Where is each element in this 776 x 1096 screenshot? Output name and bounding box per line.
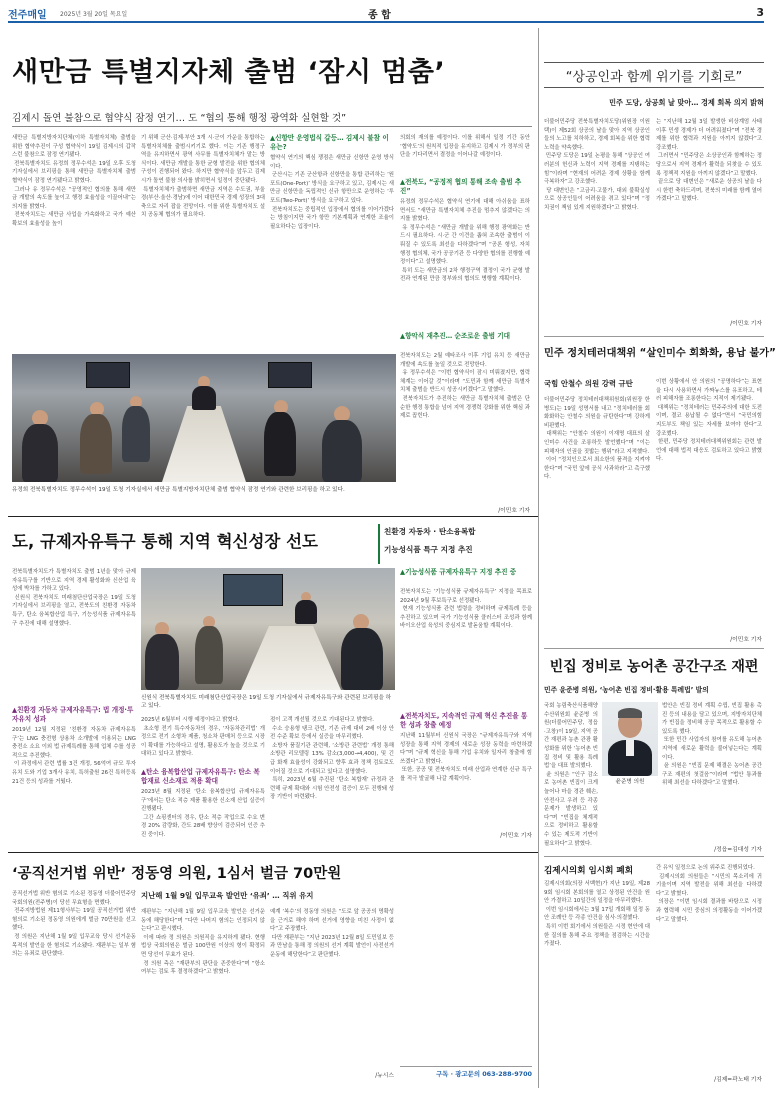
housing-portrait [602,702,658,776]
defense-deck: 국힘 안철수 의원 강력 규탄 [544,379,633,388]
commerce-deck: 민주 도당, 상공회 날 맞아… 경제 회복 의지 밝혀 [609,98,764,107]
housing-col1: 국회 농림축산식품해양수산위원회 윤준병 의원(더불어민주당, 정읍·고창)이 19일, 지역 공간 재편과 농촌 관광 활성화를 위한 ‘농어촌 빈집 정비 및 활용 특례법’을 대표 발의했다. 윤 의원은 “인구 감소로 농어촌 빈집이 크게 늘어나 마을 경관 훼손, 안전사고 우려 등 각종 문제가 발생하고 있다”며 “빈집을 체계적으로 정비하고 활용할 수 있는 제도적 기반이 필요하다”고 밝혔다. [544,703,598,847]
defense-col2: 이번 상황에서 안 의원의 “공명하다”는 표현을 다시 사용하면서 가짜뉴스를 유포하고, 테러 피해자를 조롱한다는 지적이 제기됐다. 대책위는 “정치테러는 민주주의에 대한 도전이며, 결코 용납될 수 없다”면서 “국민의힘 지도부도 책임 있는 자세를 보여야 한다”고 강조했다. 한편, 민주당 정치테러대책위원회는 관련 발언에 대해 법적 대응도 검토하고 있다고 밝혔다. [656,379,762,463]
lead-col3-subhead: ▲신항만 운영법식 갈등… 김제시 불참 이유는? [270,134,389,151]
briefing-table [162,406,246,482]
lead-col4-subhead1: ▲전북도, “공정적 협의 통해 조속 출범 추진” [400,178,522,195]
election-byline: /뉴시스 [375,1073,394,1079]
kimje-col2: 간 유익 일정으로 논의 위주로 진행되었다. 김제시의회 의원들은 “시민의 목소리에 귀 기울이며 지역 발전을 위해 최선을 다하겠다”고 밝혔다. 의장은 “이번 임시회 결과를 바탕으로 시정과 협력해 시민 중심의 의정활동을 이어가겠다”고 말했다. [656,865,762,923]
masthead [8,6,764,20]
lead-col4-subhead2: ▲향악식 재추진… 순조로운 출범 기대 [400,332,511,340]
reporter-4 [264,412,296,476]
page-number: 3 [756,6,764,19]
presenter [295,600,317,624]
regulation-bottom-col2: 2025년 6월부터 시행 예정이다고 밝혔다. 초소형 전기 특수자동차의 경우, ‘자동차관리법’ 개정으로 전기 소형차 제품, 청소차 판매처 등으로 시장이 확대를 가능하다고 설명, 활용도가 높을 것으로 기대하고 있다고 밝혔다. [141,717,265,758]
lead-col4-c: 전북자치도는 2월 예타조사 이후 기업 유치 등 새만금 개발에 속도를 높일 것으로 전망한다. 유 정무수석은 “이번 협약식이 잠시 미뤄졌지만, 협력체계는 이어갈 것”이라며 “도민과 함께 새만금 특별자치체 출범을 반드시 성공시키겠다”고 말했다. 전북자치도가 추진하는 새만금 특별자치체 출범은 단순한 행정 통합을 넘어 지역 경쟁력 강화를 위한 핵심 과제로 꼽힌다. [400,353,530,420]
housing-bottom-rule [544,856,764,857]
wall-screen [223,574,283,606]
lead-col2: 기 위해 군산·김제·부안 3개 시·군이 가운을 통합하는 특별자치체를 출범시키기로 했다. 이는 기존 행정구역을 유지하면서 광역 사무를 특별자치체가 맡는 방식이다. 새만금 개발을 통한 균형 발전을 위한 협의체 구성이 진행되어 왔다. 하지만 협약식을 앞두고 김제시가 돌연 불참 의사를 밝히면서 일정이 중단됐다. 특별자치체가 출범하면 새만금 지역은 수도권, 부울경(부산·울산·경남)에 이어 대한민국 경제 성장의 3대 축으로 자리 잡을 전망이다. 이를 위한 특별자치도 설치 공동체 협의가 필요하다. [141,135,265,219]
paper-name: 전주매일 [8,10,47,21]
regulation-bottom-col3: 점이 고객 개선될 것으로 기대된다고 밝혔다. 수소 승용형 탱크 관련, 기존 규제 대비 2배 이상 안전 수준 확보 등에서 실증을 마무리했다. 소방자 품질기관 관련해, ‘소방관 관련법’ 개정 통해 소방관 리모델링 13% 감소(3,000→4,400), 및 긴급 화재 효율성이 강화되고 향후 효과 정책 검토로도 이어질 것으로 기대되고 있다고 설명했다. 특히, 2023년 6월 추진된 ‘탄소 복합재’ 규정과 관련해 규제 확대와 시험 안전성 검증이 모두 진행돼 성장 기반이 마련됐다. [270,717,395,801]
housing-col2: 법안은 빈집 정비 계획 수립, 빈집 활용 촉진 등의 내용을 담고 있으며, 지방자치단체가 빈집을 정비해 공공 목적으로 활용할 수 있도록 했다. 또한 민간 사업자의 참여를 유도해 농어촌 지역에 새로운 활력을 불어넣는다는 계획이다. 윤 의원은 “빈집 문제 해결은 농어촌 공간구조 재편의 첫걸음”이라며 “법안 통과를 위해 최선을 다하겠다”고 말했다. [662,703,763,787]
election-col3: 예계 ‘복수’의 정동영 의원은 “도로 앞 공공의 명확성을 근거로 해야 하며 선거에 영향을 미친 사정이 없다”고 주장했다. 다만 재판부는 “지난 2023년 12월 8일 도민일보 등과 만남을 통해 정 의원의 선거 계획 발언이 사전선거운동에 해당한다”고 판단했다. [270,909,394,958]
housing-byline: /정읍=김대성 기자 [714,847,762,853]
kimje-col1: 김제시의회(의장 서백현)가 지난 19일, 제289회 임시회 본회의를 열고 상정된 안건을 원안 가결하고 10일간의 일정을 마무리했다. 이번 임시회에서는 3월 17일 개회해 일정 동안 조례안 등 각종 안건을 심사·의결했다. 특히 이번 회기에서 의원들은 시정 현안에 대한 질의를 통해 주요 정책을 점검하는 시간을 가졌다. [544,881,651,948]
subscription-box [400,1066,532,1080]
reporter-3 [122,406,150,462]
reporter-2 [80,414,112,474]
commerce-col2: 는 “지난해 12월 3일 발생한 비상계엄 사태 이후 민생 경제가 더 어려워졌다”며 “전북 경제를 위한 협력과 지원을 아끼지 않겠다”고 강조했다. 그러면서 “민주당은 소상공인과 함께하는 정당으로서 지역 경제가 활력을 되찾을 수 있도록 정책적 지원을 아끼지 않겠다”고 말했다. 끝으로 당 대변인은 “새로운 상공의 날을 다시 한번 축하드리며, 전북의 미래를 함께 열어가겠다”고 말했다. [656,119,762,203]
lead-photo-caption: 유정희 전북특별자치도 정무수석이 19일 도청 기자실에서 새만금 특별지방자치단체 출범 협약식 잠정 연기와 관련한 브리핑을 하고 있다. [12,487,345,493]
commerce-bottom-rule [544,336,764,337]
regulation-intro: 전북특별자치도가 특별자치도 출범 1년을 맞아 규제자유특구를 기반으로 지역 경제 활성화와 신산업 육성에 박차를 가하고 있다. 신원식 전북자치도 미래첨단산업국장은 19일 도청 기자실에서 브리핑을 열고, 전북도의 친환경 자동차 특구, 탄소 융복합산업 특구, 기능성식품 규제자유특구 추진에 대해 설명했다. [12,569,136,627]
masthead-rule [8,21,764,23]
commerce-byline: /이민호 기자 [730,321,762,327]
election-headline: ‘공직선거법 위반’ 정동영 의원, 1심서 벌금 70만원 [12,866,342,882]
lead-col4-b: 유정희 정무수석은 협약식 연기에 대해 아쉬움을 표하면서도 “새만금 특별자치체 추진을 멈추지 않겠다는 의지를 밝혔다. 유 정무수석은 “새만금 개발을 위해 행정 광역화는 반드시 필요하다. 시·군 간 이견을 좁혀 조속한 출범이 이뤄질 수 있도록 최선을 다하겠다”며 “공론 형성, 자치 행정 협의체, 국가 공공기관 등 다양한 협의를 진행할 예정이다”고 설명했다. 특히 도는 새만금의 2차 행정구역 결정이 국가 균형 발전과 연계된 만큼 정부와의 협의도 병행할 계획이다. [400,199,530,283]
defense-headline: 민주 정치테러대책위 “살인미수 회화화, 용납 불가” [544,348,776,359]
press-table [241,626,341,690]
journalist-3 [341,628,383,690]
screen-left [86,362,130,388]
commerce-col1: 더불어민주당 전북특별자치도당(위원장 이원택)이 제52회 상공의 날을 맞아 지역 상공인들의 노고를 치하하고, 경제 회복을 위한 협력 노력을 약속했다. 민주당 도당은 19일 논평을 통해 “상공인 여러분의 헌신과 노력이 지역 경제를 지탱하는 힘”이라며 “현재의 어려운 경제 상황을 함께 극복하자”고 강조했다. 당 대변인은 “고금리·고물가, 대외 불확실성으로 상공인들이 어려움을 겪고 있다”며 “정치권이 책임 있게 지원하겠다”고 밝혔다. [544,119,650,211]
regulation-bottom-rule [8,852,538,853]
lead-byline: /이민호 기자 [498,508,530,514]
lead-photo [12,354,396,482]
lead-deck-rule [12,126,532,127]
housing-portrait-caption: 윤준병 의원 [615,779,645,785]
lead-col4-intro: 의회의 재의를 예정이다. 이를 위해서 일정 기간 동안 ‘협약도’의 원칙적 입장을 유지하고 김제시 가 정부의 판단을 기다리면서 결정을 이어나갈 예정이다. [400,135,532,159]
regulation-photo [141,568,395,690]
election-deck: 지난해 1월 9일 입무교육 발언만 ‘유죄’ … 직위 유지 [141,891,314,900]
kimje-byline: /김제=곽노태 기자 [714,1077,762,1083]
regulation-bottom-col1: 2019년 12월 지정된 ‘친환경 자동차 규제자유특구’는 LNG 충전형 상용차 소개발에 이용되는 LNG 충전소 소요 이외 법 규제특례를 통해 업체 수를 성공적으로 추진했다. 이 과정에서 관련 법률 3건 개정, 56억여 규모 투자유치 도와 기업 3개사 유치, 특허출원 26건 특허등록 21건 등의 성과를 거뒀다. [12,727,136,785]
journalist-2 [195,626,223,684]
housing-headline: 빈집 정비로 농어촌 공간구조 재편 [549,659,759,675]
lead-col3: 협약식 연기의 핵심 쟁점은 새만금 신항만 운영 방식이다. 군산시는 기존 군산항과 신항만을 통합 관리하는 ‘원포트(One-Port)’ 방식을 요구하고 있고, 김제시는 새만금 신항만을 독립적인 신규 항만으로 운영하는 ‘투포트(Two-Port)’ 방식을 요구하고 있다. 전북자치도는 중립적인 입장에서 협의를 이어가겠다는 방침이지만 국가 항만 기본계획과 연계한 조율이 필요하다는 입장이다. [270,155,394,230]
reporter-1 [22,424,58,482]
defense-col1: 더불어민주당 정치테러대책위원회(위원장 한병도)는 19일 성명서를 내고 “정치테러를 회화화하는 안철수 의원을 규탄한다”며 강하게 비판했다. 대책위는 “안철수 의원이 이재명 대표의 살인미수 사건을 조롱하듯 발언했다”며 “이는 피해자의 인권을 짓밟는 행위”라고 지적했다. 이어 “정치인으로서 최소한의 품격을 지켜야 한다”며 “국민 앞에 공식 사과하라”고 촉구했다. [544,397,650,481]
regulation-right-sub1: ▲기능성식품 규제자유특구 지정 추진 중 [400,568,517,576]
regulation-bottom2-sub: ▲탄소 융복합산업 규제자유특구: 탄소 복합재료 신소재로 적용 확대 [141,768,260,785]
screen-right [268,362,312,388]
regulation-side-sub1: 친환경 자동차 · 탄소융복합 [384,527,476,536]
reporter-5 [322,420,362,482]
lead-deck: 김제시 돌연 불참으로 협약식 잠정 연기… 도 “협의 통해 행정 광역화 실현할 것” [12,113,347,124]
housing-deck: 민주 윤준병 의원, ‘농어촌 빈집 정비·활용 특례법’ 발의 [544,686,709,694]
lead-col1: 새만금 특별지방자치단체(이하 특별자치체) 출범을 위한 협약추진이 구성 협약식이 19일 김제시의 갑작스런 불참으로 잠정 연기됐다. 전북특별자치도 유정희 정무수석은 19일 오후 도청 기자실에서 브리핑을 통해 새만금 특별자치체 출범 협약식이 잠정 연기됐다고 밝혔다. 그러나 유 정무수석은 “공영적인 협의를 통해 새만금 개발의 속도를 높이고 행정 효율성을 이끌어내”는 의지를 밝혔다. 전북자치도는 새만금 사업을 가속화하고 국가 예산 확보의 효율성을 높이 [12,135,136,227]
regulation-headline: 도, 규제자유특구 통해 지역 혁신성장 선도 [12,532,318,551]
defense-byline: /이민호 기자 [730,637,762,643]
commerce-headline: “상공인과 함께 위기를 기회로” [565,70,743,85]
regulation-byline: /이민호 기자 [500,833,532,839]
regulation-bottom-col2-b: 2023년 8월 지정된 ‘탄소 융복합산업 규제자유특구’에서는 탄소 적층 제품 활용한 신소재 산업 실증이 진행됐다. 그간 쇼핑센터의 경우, 탄소 적층 작업으로 수요 변경 20% 감량화, 간도 28배 향상이 검증되어 인증 추진 중이다. [141,789,266,838]
housing-col1-b [602,792,658,852]
main-column-divider [538,28,539,1088]
regulation-photo-caption: 신원식 전북특별자치도 미래첨단산업국장은 19일 도청 기자실에서 규제자유특구와 관련된 브리핑을 하고 있다. [141,695,392,710]
regulation-right-sub2: ▲전북자치도, 지속적인 규제 혁신 추진을 통한 성과 창출 예정 [400,712,528,729]
kimje-headline: 김제시의회 임시회 폐회 [544,866,633,876]
regulation-right-text: 전북자치도는 ‘기능성식품 규제자유특구’ 지정을 목표로 2024년 9월 후보특구로 선정됐다. 현재 기능성식품 관련 법령을 정비하며 규제특례 등을 추진하고 있으며 국가 기능성식품 클러스터 조성과 함께 바이오산업 육성의 중심지로 발돋움할 계획이다. [400,589,533,630]
election-col2: 재판부는 “지난해 1월 9일 입무교육 발언은 선거운동에 해당한다”며 “다만 나머지 혐의는 인정되지 않는다”고 판시했다. 이에 따라 정 의원은 의원직을 유지하게 됐다. 현행법상 국회의원은 벌금 100만원 이상의 형이 확정되면 당선이 무효가 된다. 정 의원 측은 “재판부의 판단을 존중한다”며 “항소 여부는 검토 후 결정하겠다”고 밝혔다. [141,909,266,976]
date-line: 2025년 3월 20일 목요일 [60,11,128,18]
portrait-shirt [626,740,634,756]
election-col1: 공직선거법 위반 혐의로 기소된 정동영 더불어민주당 국회의원(전주병)이 당선 무효형을 면했다. 전주지방법원 제11형사부는 19일 공직선거법 위반 혐의로 기소된 정동영 의원에게 벌금 70만원을 선고했다. 정 의원은 지난해 1월 9일 입무교육 당시 선거운동 목적의 발언을 한 혐의로 기소됐다. 재판부는 일부 혐의는 유죄로 판단했다. [12,891,137,958]
regulation-bottom1-sub: ▲친환경 자동차 규제자유특구: 법 개정·투자유치 성과 [12,706,134,723]
journalist-1 [145,634,179,690]
commerce-headline-box [544,62,764,88]
subscription-label: 구독 · 광고문의 063-288-9700 [436,1070,532,1078]
regulation-side-bar [378,524,380,564]
defense-bottom-rule [544,648,764,649]
lead-bottom-rule [8,516,538,517]
section-label: 종 합 [368,10,391,21]
regulation-side-sub2: 기능성식품 특구 지정 추진 [384,545,473,554]
lead-headline: 새만금 특별지자체 출범 ‘잠시 멈춤’ [12,57,446,88]
portrait-hair [618,708,642,718]
regulation-bottom-col4: 지난해 11월부터 신원식 국장은 “규제자유특구와 지역 성장을 통해 지역 경제의 새로운 성장 동력을 마련하겠다”며 “규제 혁신을 통해 기업 유치와 일자리 창출에 힘쓰겠다”고 밝혔다. 또한, 공공 및 전북자치도 미래 산업과 연계한 신규 특구를 적극 발굴해 나갈 계획이다. [400,733,532,782]
speaker [192,386,216,410]
